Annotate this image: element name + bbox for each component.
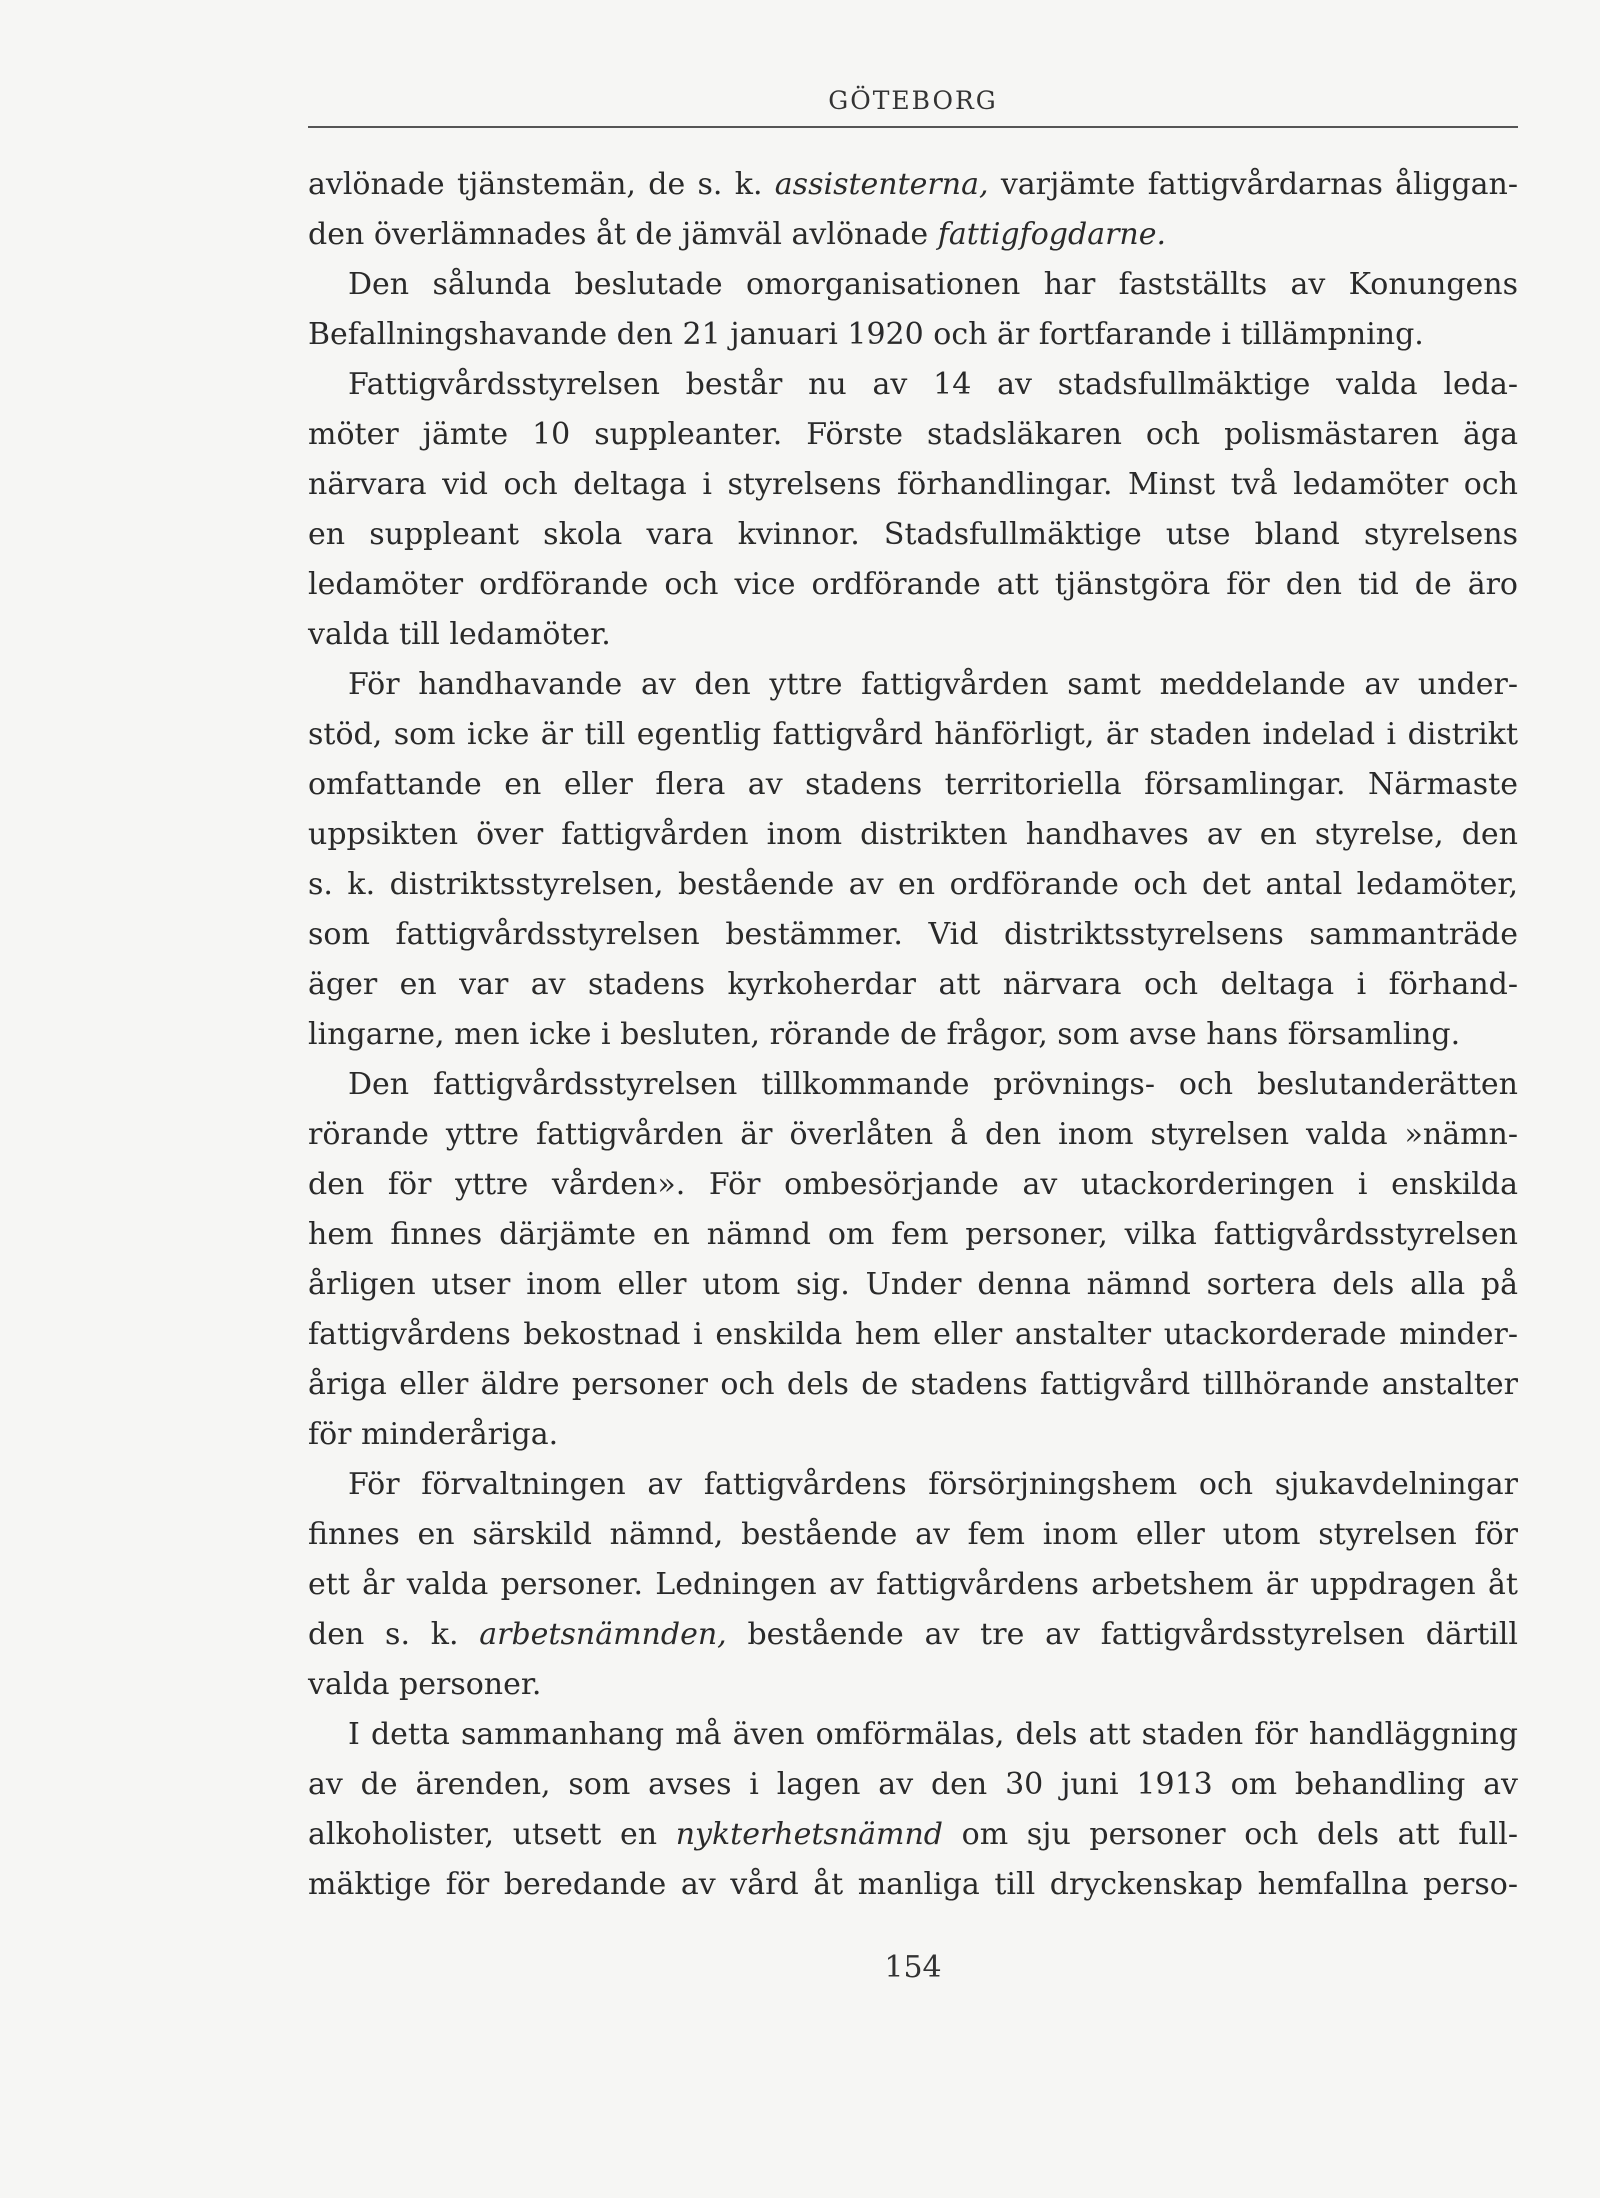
text-line <box>308 210 1518 260</box>
text-line <box>308 1610 1518 1660</box>
text-line <box>308 1460 1518 1510</box>
text-run: närvara vid och deltaga i styrelsens förhandlingar. Minst två ledamöter och <box>308 467 1518 502</box>
paragraph <box>308 1060 1518 1460</box>
text-run: lingarne, men icke i besluten, rörande de frågor, som avse hans församling. <box>308 1017 1461 1052</box>
text-line <box>308 710 1518 760</box>
text-run: Fattigvårdsstyrelsen består nu av 14 av stadsfullmäktige valda leda- <box>348 367 1518 402</box>
page-number: 154 <box>884 1950 942 1985</box>
text-line <box>308 910 1518 960</box>
text-line <box>308 1410 1518 1460</box>
text-line <box>308 310 1518 360</box>
text-run: som fattigvårdsstyrelsen bestämmer. Vid distriktsstyrelsens sammanträde <box>308 917 1518 952</box>
text-run: s. k. distriktsstyrelsen, bestående av en ordförande och det antal ledamöter, <box>308 867 1518 902</box>
text-run: om sju personer och dels att full- <box>943 1817 1518 1852</box>
text-run: alkoholister, utsett en <box>308 1817 676 1852</box>
text-run: I detta sammanhang må även omförmälas, dels att staden för handläggning <box>348 1717 1518 1752</box>
text-line <box>308 860 1518 910</box>
text-run: möter jämte 10 suppleanter. Förste stadsläkaren och polismästaren äga <box>308 417 1518 452</box>
header-rule <box>308 126 1518 128</box>
text-run: fattigvårdens bekostnad i enskilda hem eller anstalter utackorderade minder- <box>308 1317 1518 1352</box>
paragraph <box>308 1710 1518 1910</box>
text-line <box>308 1260 1518 1310</box>
text-run: avlönade tjänstemän, de s. k. <box>308 167 775 202</box>
paragraph <box>308 260 1518 360</box>
text-run: hem finnes därjämte en nämnd om fem personer, vilka fattigvårdsstyrelsen <box>308 1217 1518 1252</box>
text-run: omfattande en eller flera av stadens territoriella församlingar. Närmaste <box>308 767 1518 802</box>
paragraph <box>308 1460 1518 1710</box>
text-run: åriga eller äldre personer och dels de stadens fattigvård tillhörande anstalter <box>308 1367 1518 1402</box>
text-line <box>308 460 1518 510</box>
text-run: för minderåriga. <box>308 1417 559 1452</box>
text-line <box>308 410 1518 460</box>
text-run: den överlämnades åt de jämväl avlönade <box>308 217 938 252</box>
text-run: årligen utser inom eller utom sig. Under denna nämnd sortera dels alla på <box>308 1267 1518 1302</box>
text-line <box>308 1560 1518 1610</box>
text-line <box>308 1510 1518 1560</box>
text-line <box>308 560 1518 610</box>
text-run: mäktige för beredande av vård åt manliga till dryckenskap hemfallna perso- <box>308 1867 1518 1902</box>
text-line <box>308 1810 1518 1860</box>
text-line <box>308 510 1518 560</box>
text-line <box>308 160 1518 210</box>
text-run: ett år valda personer. Ledningen av fattigvårdens arbetshem är uppdragen åt <box>308 1567 1518 1602</box>
text-run: en suppleant skola vara kvinnor. Stadsfullmäktige utse bland styrelsens <box>308 517 1518 552</box>
body-text <box>308 160 1518 1910</box>
text-line <box>308 360 1518 410</box>
text-run: Den fattigvårdsstyrelsen tillkommande prövnings- och beslutanderätten <box>348 1067 1518 1102</box>
italic-term: fattigfogdarne. <box>937 217 1167 252</box>
text-run: bestående av tre av fattigvårdsstyrelsen därtill <box>726 1617 1518 1652</box>
text-run: För handhavande av den yttre fattigvården samt meddelande av under- <box>348 667 1518 702</box>
text-line <box>308 1060 1518 1110</box>
text-line <box>308 1860 1518 1910</box>
text-run: valda personer. <box>308 1667 542 1702</box>
text-run: rörande yttre fattigvården är överlåten å den inom styrelsen valda »nämn- <box>308 1117 1518 1152</box>
paragraph <box>308 160 1518 260</box>
text-line <box>308 1160 1518 1210</box>
text-line <box>308 610 1518 660</box>
text-line <box>308 1010 1518 1060</box>
text-run: varjämte fattigvårdarnas åliggan- <box>988 167 1518 202</box>
paragraph <box>308 360 1518 660</box>
text-line <box>308 1310 1518 1360</box>
text-line <box>308 1660 1518 1710</box>
text-run: För förvaltningen av fattigvårdens försörjningshem och sjukavdelningar <box>348 1467 1518 1502</box>
text-line <box>308 1110 1518 1160</box>
text-run: uppsikten över fattigvården inom distrikten handhaves av en styrelse, den <box>308 817 1518 852</box>
paragraph <box>308 660 1518 1060</box>
italic-term: nykterhetsnämnd <box>675 1817 943 1852</box>
text-run: den s. k. <box>308 1617 480 1652</box>
text-run: ledamöter ordförande och vice ordförande att tjänstgöra för den tid de äro <box>308 567 1518 602</box>
text-line <box>308 1360 1518 1410</box>
text-line <box>308 760 1518 810</box>
text-line <box>308 960 1518 1010</box>
text-run: valda till ledamöter. <box>308 617 611 652</box>
text-run: Befallningshavande den 21 januari 1920 och är fortfarande i tillämpning. <box>308 317 1424 352</box>
text-line <box>308 1710 1518 1760</box>
text-line <box>308 1760 1518 1810</box>
text-line <box>308 1210 1518 1260</box>
italic-term: assistenterna, <box>774 167 989 202</box>
text-line <box>308 260 1518 310</box>
text-run: stöd, som icke är till egentlig fattigvård hänförligt, är staden indelad i distrikt <box>308 717 1518 752</box>
text-line <box>308 660 1518 710</box>
text-run: av de ärenden, som avses i lagen av den 30 juni 1913 om behandling av <box>308 1767 1518 1802</box>
italic-term: arbetsnämnden, <box>479 1617 727 1652</box>
text-run: Den sålunda beslutade omorganisationen har fastställts av Konungens <box>348 267 1518 302</box>
text-run: äger en var av stadens kyrkoherdar att närvara och deltaga i förhand- <box>308 967 1518 1002</box>
text-line <box>308 810 1518 860</box>
running-head: GÖTEBORG <box>828 86 998 115</box>
text-run: finnes en särskild nämnd, bestående av fem inom eller utom styrelsen för <box>308 1517 1518 1552</box>
text-run: den för yttre vården». För ombesörjande av utackorderingen i enskilda <box>308 1167 1518 1202</box>
